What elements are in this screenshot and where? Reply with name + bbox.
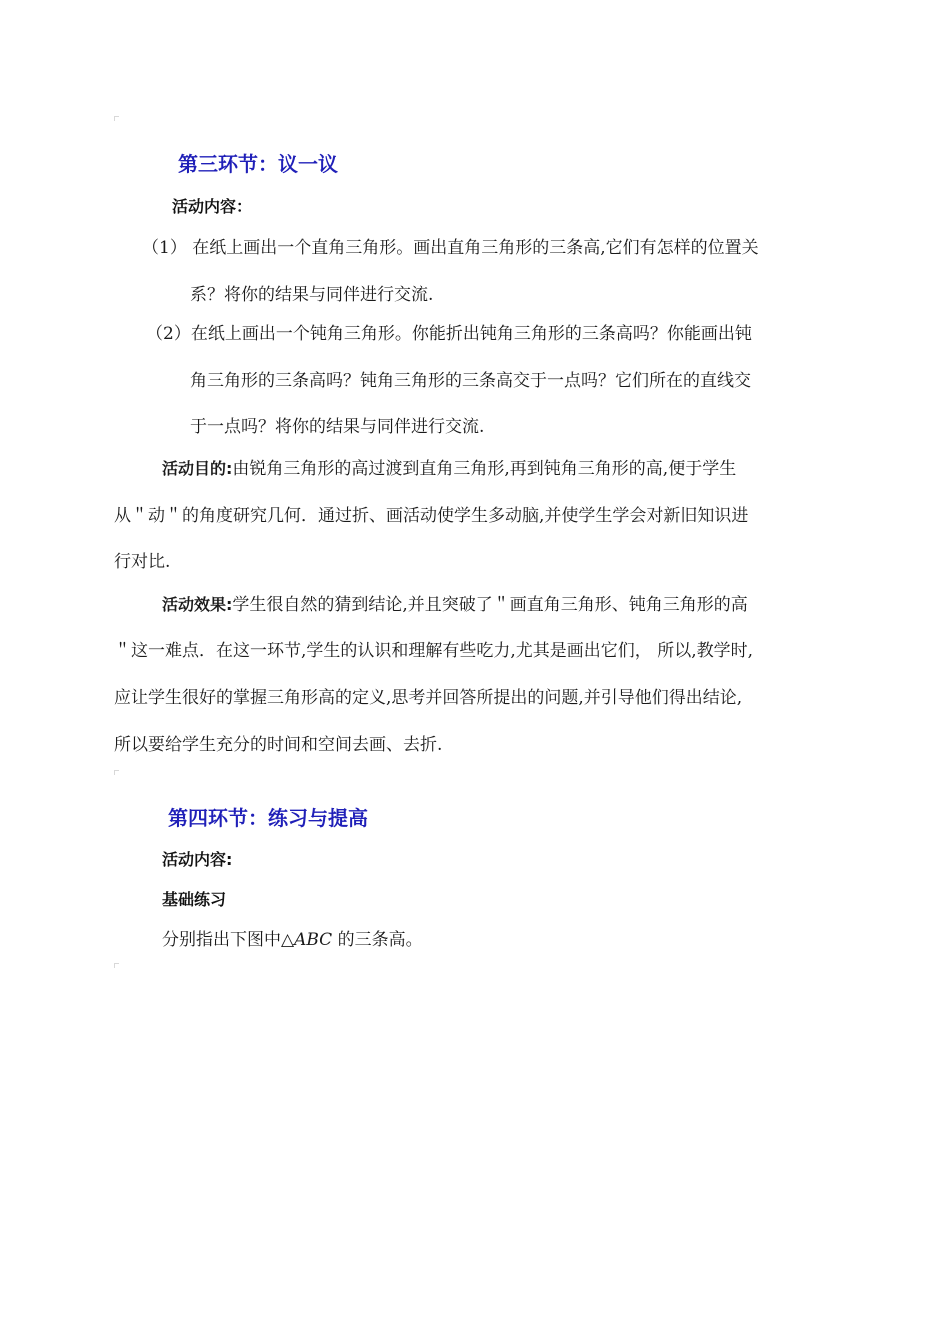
purpose-text: 由锐角三角形的高过渡到直角三角形,再到钝角三角形的高,便于学生 [232,459,737,479]
section3-purpose-line3: 行对比. [114,552,171,572]
section3-effect-line3: 应让学生很好的掌握三角形高的定义,思考并回答所提出的问题,并引导他们得出结论, [114,688,743,708]
section3-item1-line2: 系？将你的结果与同伴进行交流. [190,285,434,305]
section3-item1-line1: （1） 在纸上画出一个直角三角形。画出直角三角形的三条高,它们有怎样的位置关 [142,238,759,258]
section3-purpose-line1 [162,457,736,481]
section3-effect-line1 [162,593,748,617]
effect-label: 活动效果: [162,595,233,614]
section3-effect-line4: 所以要给学生充分的时间和空间去画、去折. [114,735,443,755]
margin-mark [114,963,119,968]
section3-item2-line1: （2）在纸上画出一个钝角三角形。你能折出钝角三角形的三条高吗？你能画出钝 [146,324,752,344]
exercise-math: ABC [294,930,333,950]
section3-heading: 第三环节：议一议 [178,152,338,176]
section4-content-label: 活动内容: [162,850,233,869]
section3-content-label: 活动内容： [172,197,253,216]
effect-text: 学生很自然的猜到结论,并且突破了＂画直角三角形、钝角三角形的高 [232,595,748,615]
section4-heading: 第四环节：练习与提高 [168,806,368,830]
section3-effect-line2: ＂这一难点．在这一环节,学生的认识和理解有些吃力,尤其是画出它们， 所以,教学时, [114,641,754,661]
section3-item2-line2: 角三角形的三条高吗？钝角三角形的三条高交于一点吗？它们所在的直线交 [190,371,751,391]
margin-mark [114,770,119,775]
margin-mark [114,116,119,121]
section4-practice-label: 基础练习 [162,890,227,909]
exercise-prefix: 分别指出下图中△ [162,930,295,950]
section3-item2-line3: 于一点吗？将你的结果与同伴进行交流. [190,417,485,437]
exercise-suffix: 的三条高。 [332,930,423,950]
section3-purpose-line2: 从＂动＂的角度研究几何．通过折、画活动使学生多动脑,并使学生学会对新旧知识进 [114,506,749,526]
purpose-label: 活动目的: [162,459,233,478]
section4-exercise [162,928,423,952]
